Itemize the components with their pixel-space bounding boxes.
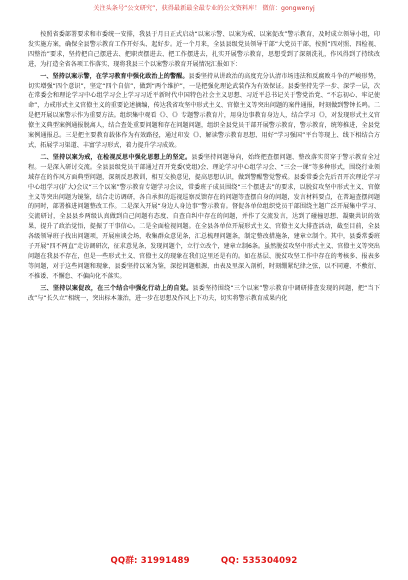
header-banner bbox=[0, 0, 408, 26]
footer-qq: QQ: 535304092 bbox=[220, 556, 298, 566]
document-body bbox=[28, 30, 380, 303]
section-2-heading: 二、坚持以案为戒，在检视反思中强化思想上的坚定。 bbox=[40, 153, 192, 161]
section-3-text: 县委坚持围绕“三个以案”警示教育中调研排查发现的问题，把“当下改”与“长久立”相统一，突出标本兼治，进一步在思想及作风上下功夫，切实将警示教育成果内化 bbox=[28, 284, 380, 302]
section-2-text: 县委坚持问题导向，始终把查摆问题、整改落实贯穿于警示教育全过程。一是深入研讨交流。全县县级党员干部通过召开党委(党组)会、理论学习中心组学习会、“三会一课”等多种形式，围绕行业领域存在的作风方面典型问题，深刻反思教训，相互交换意见，提高思想认识，做到警醒警觉警戒。县委常委会先后召开次理论学习中心组学习(扩大)会议“三个以案”警示教育专题学习会议，常委班子成员围绕“三个摆进去”的要求，以脱贫攻坚中形式主义、官僚主义等突出问题为镜鉴，结合走访调研，各自承担的巡视巡察反馈存在的问题等查摆自身的问题，发言材料要点，在普遍查摆问题的同时，部署推进问题整改工作。二是深入开展“身边人身边事”警示教育。督促各单位组织党员干部围绕主题广泛开展集中学习、交流研讨，全县县乡两级认真做到自己问题有态度、自查自纠中存在的问题，并作了交流发言，达到了碰撞思想、凝聚共识的效果，提升了政治觉悟，提振了干事信心。二是全面检视问题。在全县各单位开展形式主义、官僚主义大排查活动，截至目前，全县各级领导班子找出问题项，开展座谈会场，收集群众意见条，汇总梳理问题条，制定整改措施条，建章立制个。其中，县委常委班子开展“四不两直”走访调研次，征求意见条，发现问题个，立行立改个，建章立制6条。虽然脱贫攻坚中形式主义、官僚主义等突出问题在我县不存在，但是一些形式主义、官僚主义的现象在我们这里还是有的。如在基层、脱贫攻坚工作中存在的考核多、报表多等问题，对于这些问题和现象，县委坚持以案为鉴，深挖问题根源，由表及里深入剖析，时刻绷紧纪律之弦，以不同避、不敷衍、不推诿、不懈怠、不偏向化不落实。 bbox=[28, 153, 381, 280]
section-1-heading: 一、坚持以案示警，在学习教育中强化政治上的警醒。 bbox=[40, 72, 189, 80]
paragraph-text: 按照省委部署要求和市委统一安排，我县于月日正式启动“以案示警、以案为戒、以案促改”警示教育，及时成立领导小组，印发实施方案，确保全县警示教育工作开好头、起好步。近一个月来，全县县级党员领导干部“大党员干部，按照“四对照、四检视、四整治”要求，坚持把自己摆进去、把职责摆进去、把工作摆进去，扎实开展警示教育，思想受到了深刻洗礼，作风得到了持续改进，为打造全省各项工作落实、现将我县三个以案警示教育开展情况汇报如下： bbox=[28, 31, 380, 68]
section-3-paragraph bbox=[28, 284, 380, 304]
section-2-paragraph bbox=[28, 153, 380, 282]
section-3-heading: 三、坚持以案促改，在三个结合中强化行动上的自觉。 bbox=[40, 284, 193, 292]
footer-contact bbox=[0, 554, 408, 566]
banner-text: 关注头条号“公文研究”，获得最新最全最专业的公文资料库！ 微信：gongwenyj bbox=[93, 5, 315, 12]
section-1-text: 县委坚持从讲政治的高度充分认清市场违法和反腐败斗争的严峻形势，切实增强“四个意识”，坚定“四个自信”，做到“两个维护”，一是把强化理论武装作为有效保证。县委坚持先学一步、深学一层，次在常委会和理论学习中心组学习会上学习习近平新时代中国特色社会主义思想、习近平总书记关于警党治党、“不忘初心、牢记使命”，力戒形式主义官僚主义的重要论述摘编，传达我省攻坚中形式主义、官僚主义等突出问题的案件通报，时刻做到警钟长鸣。二是把开展以案警示作为重要方法。组织集中观看《》、《》专题警示教育片，用身边事教育身边人，结合学习《》，对发现形式主义官僚主义典型案例通报脱离人，结合查处重要问题和存在问题问题，组织全县党员干部开展警示教育，警示教育，统筹推进，全县党案例通报总。三是把主要教育载体作为有效路径，通过印发《》、解读警示教育思想、用好“学习强国”平台等现上、线下相结合方式，拓展学习渠道、丰富学习形式，着力提升学习成效。 bbox=[28, 72, 381, 149]
section-1-paragraph bbox=[28, 72, 380, 151]
footer-qq-group: QQ群: 31991489 bbox=[110, 556, 190, 566]
intro-paragraph bbox=[28, 30, 380, 70]
